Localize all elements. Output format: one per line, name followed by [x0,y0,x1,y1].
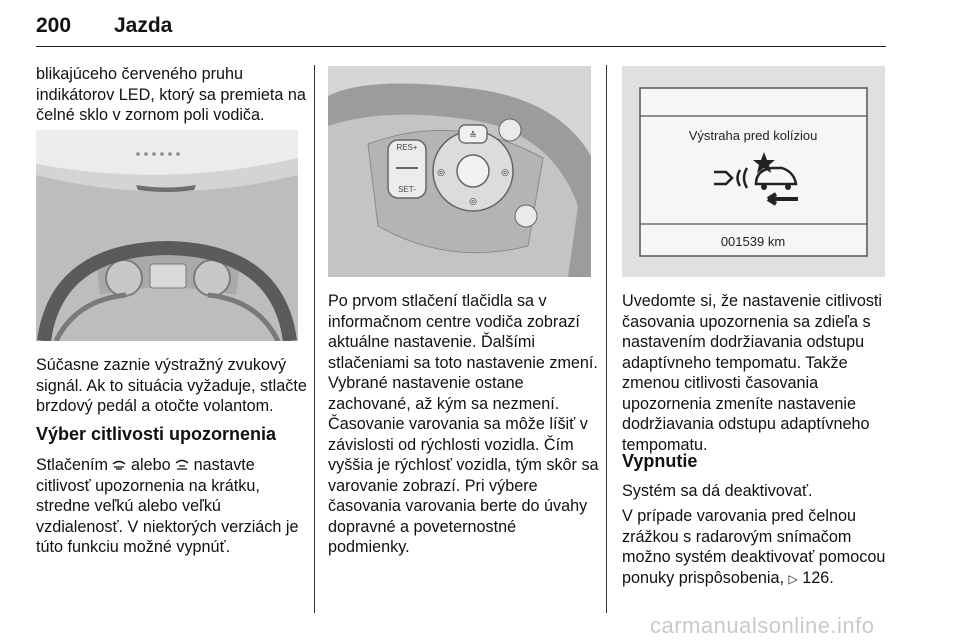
svg-text:◎: ◎ [501,168,509,178]
text-line: zachované, až kým sa nezmení. [328,394,560,413]
text-line: signál. Ak to situácia vyžaduje, stlačte [36,376,307,395]
text-line: stredne veľkú alebo veľkú [36,497,221,515]
text-line: vyššia je rýchlosť vozidla, tým skôr sa [328,456,599,474]
text-line: dodržiavania odstupu adaptívneho [622,415,870,433]
collision-display-illustration [622,66,885,277]
sensitivity-paragraph [36,455,299,558]
sensitivity-heading: Výber citlivosti upozornenia [36,424,277,444]
text-fragment: alebo [126,456,176,474]
text-line: podmienky. [328,538,410,556]
header-divider [36,46,886,47]
set-label: SET- [398,185,416,194]
text-line: Vybrané nastavenie ostane [328,374,524,392]
section-title: Jazda [114,14,173,37]
setting-paragraph [328,291,599,558]
text-line: stlačeniami sa toto nastavenie zmení. [328,353,598,372]
text-line: dopravné a poveternostné [328,517,517,536]
text-line: čelné sklo v zornom poli vodiča. [36,106,265,124]
distance-decrease-icon [175,458,189,470]
deactivation-line: Systém sa dá deaktivovať. [622,482,813,500]
text-line: tempomatu. [622,435,708,454]
text-line: Súčasne zaznie výstražný zvukový [36,356,287,374]
deactivation-paragraph [622,506,885,589]
text-line: blikajúceho červeného pruhu [36,65,243,83]
column-divider-2 [606,65,607,613]
distance-increase-icon [112,458,126,470]
text-line: zrážkou s radarovým snímačom [622,527,852,546]
text-line: V prípade varovania pred čelnou [622,507,856,525]
svg-text:≙: ≙ [469,131,477,141]
text-line: Uvedomte si, že nastavenie citlivosti [622,292,883,310]
text-line: varovanie zobrazí. Pri výbere [328,476,538,495]
text-line: časovania upozornenia sa zdieľa s [622,312,871,331]
svg-text:◎: ◎ [437,168,445,178]
steering-wheel-controls-illustration [328,66,591,277]
res-label: RES+ [396,143,418,152]
text-line: možno systém deaktivovať pomocou [622,548,886,566]
text-line: upozornenia zmeníte nastavenie [622,394,856,413]
text-line: nastavením dodržiavania odstupu [622,333,865,351]
display-title: Výstraha pred kolíziou [688,128,818,143]
page-header [36,10,886,44]
text-line: brzdový pedál a otočte volantom. [36,397,274,415]
deactivation-heading: Vypnutie [622,451,698,471]
page-reference-link[interactable]: 126. [802,568,834,587]
text-line: túto funkciu možné vypnúť. [36,538,231,556]
warning-paragraph [36,355,307,417]
intro-paragraph [36,64,306,126]
text-line: časovania varovania berte do úvahy [328,497,588,515]
dashboard-illustration [36,130,298,341]
page-number: 200 [36,14,72,37]
text-line: vzdialenosť. V niektorých verziách je [36,517,299,536]
text-line: aktuálne nastavenie. Ďalšími [328,333,535,351]
text-line: citlivosť upozornenia na krátku, [36,476,260,495]
text-fragment: Stlačením [36,456,113,474]
text-fragment: ponuky prispôsobenia, [622,568,789,587]
text-line: zmenou citlivosti časovania [622,374,819,392]
text-line: Časovanie varovania sa môže líšiť v [328,415,588,433]
column-divider-1 [314,65,315,613]
text-line: informačnom centre vodiča zobrazí [328,312,580,331]
text-line: Po prvom stlačení tlačidla sa v [328,292,547,310]
svg-text:◎: ◎ [469,197,477,207]
text-line: závislosti od rýchlosti vozidla. Čím [328,435,574,454]
shared-setting-paragraph [622,291,882,455]
text-line: adaptívneho tempomatu. Takže [622,353,848,372]
page-reference-arrow-icon: ▷ [788,571,798,586]
display-odometer: 001539 km [720,234,786,249]
text-fragment: nastavte [189,456,255,474]
watermark: carmanualsonline.info [650,613,875,638]
text-line: indikátorov LED, ktorý sa premieta na [36,85,306,104]
